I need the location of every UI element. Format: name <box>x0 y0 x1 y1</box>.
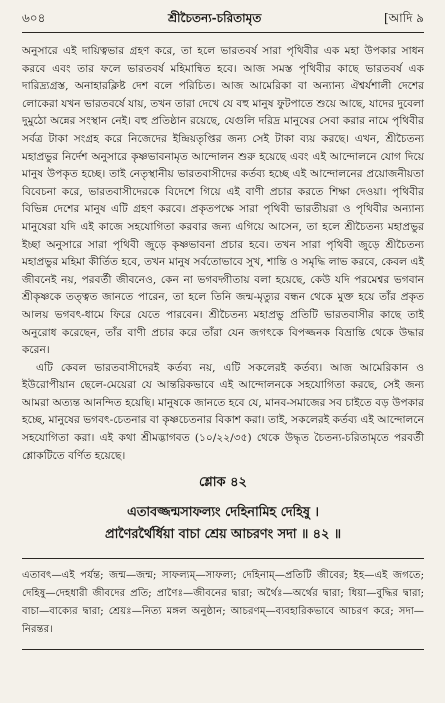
body-paragraph-2: এটি কেবল ভারতবাসীদেরই কর্তব্য নয়, এটি সকলেরই কর্তব্য। আজ আমেরিকান ও ইউরোপীয়ান ছেলে-মেয়েরা যে আন্তরিকভাবে এই আন্দোলনকে সহযোগিতা করছে, সেই জন্য আমরা অত্যন্ত আনন্দিত হয়েছি। মানুষকে জানতে হবে যে, মানব-সমাজের সব চাইতে বড় উপকার হচ্ছে, মানুষের ভগবৎ-চেতনার বা কৃষ্ণচেতনার বিকাশ করা। তাই, সকলেরই কর্তব্য এই আন্দোলনে সহযোগিতা করা। এই কথা শ্রীমদ্ভাগবত (১০/২২/৩৫) থেকে উদ্ধৃত চৈতন্য-চরিতামৃতে পরবর্তী শ্লোকটিতে বর্ণিত হয়েছে। <box>22 361 424 462</box>
verse-line-1: এতাবজ্জন্মসাফল্যং দেহিনামিহ দেহিষু । <box>127 505 319 521</box>
synonyms-divider <box>22 558 424 559</box>
page-header <box>22 10 424 28</box>
header-rule <box>22 32 424 33</box>
verse-heading: শ্লোক ৪২ <box>198 475 248 491</box>
body-paragraph-1: অনুসারে এই দায়িত্বভার গ্রহণ করে, তা হলে ভারতবর্ষ সারা পৃথিবীর এক মহা উপকার সাধন করবে এবং তার ফলে ভারতবর্ষ মহিমান্বিত হবে। আজ সমস্ত পৃথিবীর কাছে ভারতবর্ষ এক দারিদ্র্যগ্রস্ত, অনাহারক্লিষ্ট দেশ বলে পরিচিত। আজ আমেরিকা বা অন্যান্য ঐশ্বর্যশালী দেশের লোকেরা যখন ভারতবর্ষে যায়, তখন তারা দেখে যে বহু মানুষ ফুটপাতে শুয়ে আছে, যাদের দুবেলা দুমুঠো অন্নের সংস্থান নেই। বহু প্রতিষ্ঠান রয়েছে, যেগুলি দরিদ্র মানুষের সেবা করার নামে পৃথিবীর সর্বত্র টাকা সংগ্রহ করে নিজেদের ইন্দ্রিয়তৃপ্তির জন্য সেই টাকা ব্যয় করছে। এখন, শ্রীচৈতন্য মহাপ্রভুর নির্দেশ অনুসারে কৃষ্ণভাবনামৃত আন্দোলন শুরু হয়েছে এবং এই আন্দোলনে যোগ দিয়ে মানুষ উপকৃত হচ্ছে। তাই নেতৃস্থানীয় ভারতবাসীদের কর্তব্য হচ্ছে এই আন্দোলনের প্রয়োজনীয়তা বিবেচনা করে, ভারতবাসীদেরকে বিদেশে গিয়ে এই বাণী প্রচার করতে শিক্ষা দেওয়া। পৃথিবীর বিভিন্ন দেশের মানুষ এটি গ্রহণ করবে। প্রকৃতপক্ষে সারা পৃথিবী ভারতীয়রা ও পৃথিবীর অন্যান্য মানুষেরা যদি এই কাজে সহযোগিতা করবার জন্য এগিয়ে আসেন, তা হলে শ্রীচৈতন্য মহাপ্রভুর ইচ্ছা অনুসারে সারা পৃথিবী জুড়ে কৃষ্ণভাবনা প্রচার হবে। তখন সারা পৃথিবী জুড়ে শ্রীচৈতন্য মহাপ্রভুর মহিমা কীর্তিত হবে, তখন মানুষ সর্বতোভাবে সুখ, শান্তি ও সমৃদ্ধি লাভ করবে, কেবল এই জীবনেই নয়, পরবর্তী জীবনেও, কেন না ভগবদ্গীতায় বলা হয়েছে, কেউ যদি পরমেশ্বর ভগবান শ্রীকৃষ্ণকে তত্ত্বত জানতে পারেন, তা হলে তিনি জন্ম-মৃত্যুর বন্ধন থেকে মুক্ত হয়ে তাঁর প্রকৃত আলয় ভগবৎ-ধামে ফিরে যেতে পারবেন। শ্রীচৈতন্য মহাপ্রভু প্রতিটি ভারতবাসীর কাছে তাই অনুরোধ করেছেন, তাঁর বাণী প্রচার করে তাঁরা যেন জগৎকে বিপজ্জনক বিভ্রান্তি থেকে উদ্ধার করেন। <box>22 45 424 357</box>
footer-rule <box>22 649 424 650</box>
chapter-reference: [আদি ৯ <box>383 11 424 25</box>
page <box>22 10 424 650</box>
word-synonyms: এতাবৎ—এই পর্যন্ত; জন্ম—জন্ম; সাফল্যম্—সাফল্য; দেহিনাম্—প্রতিটি জীবের; ইহ—এই জগতে; দেহিষু—দেহধারী জীবদের প্রতি; প্রাণৈঃ—জীবনের দ্বারা; অর্থৈঃ—অর্থের দ্বারা; ধিয়া—বুদ্ধির দ্বারা; বাচা—বাক্যের দ্বারা; শ্রেয়ঃ—নিত্য মঙ্গল অনুষ্ঠান; আচরণম্—ব্যবহারিকভাবে আচরণ করে; সদা—নিরন্তর। <box>22 570 424 636</box>
verse-line-2: প্রাণৈরর্থৈর্ধিয়া বাচা শ্রেয় আচরণং সদা ॥ ৪২ ॥ <box>105 527 341 543</box>
page-number: ৬০৪ <box>22 11 46 25</box>
book-title: শ্রীচৈতন্য-চরিতামৃত <box>168 11 262 25</box>
